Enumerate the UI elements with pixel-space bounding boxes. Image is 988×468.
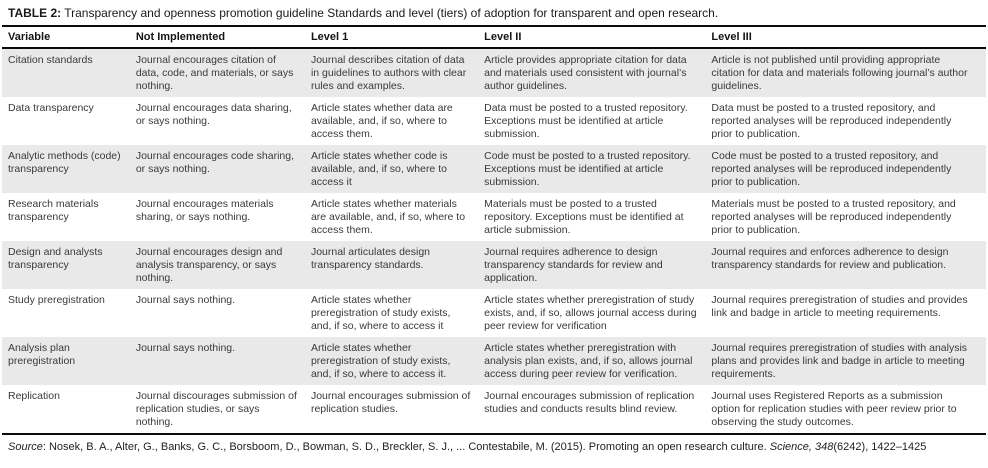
table-cell: Journal uses Registered Reports as a submission option for replication studies with peer review prior to observing the study outcomes. bbox=[711, 390, 957, 428]
table-cell: Journal requires and enforces adherence to design transparency standards for review and publication. bbox=[711, 246, 949, 271]
table-cell: Journal discourages submission of replication studies, or says nothing. bbox=[135, 390, 297, 428]
table-cell: Materials must be posted to a trusted repository. Exceptions must be identified at article submission. bbox=[484, 198, 684, 236]
variable-cell: Replication bbox=[8, 390, 60, 402]
table-header-row bbox=[2, 27, 986, 48]
table-cell: Journal requires adherence to design transparency standards for review and application. bbox=[484, 246, 663, 284]
table-number-label: TABLE 2: bbox=[8, 6, 62, 20]
table-row bbox=[2, 241, 986, 289]
source-citation-part1: : Nosek, B. A., Alter, G., Banks, G. C., Borsboom, D., Bowman, S. D., Breckler, S. J., ... Contestabile, M. (2015). Promoting an open research culture. bbox=[42, 441, 770, 453]
table-row bbox=[2, 145, 986, 193]
table-row bbox=[2, 97, 986, 145]
table-row bbox=[2, 193, 986, 241]
table-cell: Article states whether preregistration of study exists, and, if so, where to access it. bbox=[310, 342, 451, 380]
source-journal-name: Science, 348 bbox=[769, 441, 834, 453]
table-cell: Code must be posted to a trusted repository. Exceptions must be identified at article submission. bbox=[484, 150, 691, 188]
table-cell: Journal says nothing. bbox=[135, 294, 236, 306]
column-header: Level III bbox=[711, 27, 986, 48]
variable-cell: Research materials transparency bbox=[8, 198, 99, 223]
table-cell: Journal requires preregistration of studies with analysis plans and provides link and badge in article to meeting requirements. bbox=[711, 342, 968, 380]
table-cell: Article states whether code is available, and, if so, where to access it bbox=[310, 150, 448, 188]
table-row bbox=[2, 289, 986, 337]
table-cell: Article states whether preregistration of study exists, and, if so, where to access it bbox=[310, 294, 451, 332]
table-cell: Article provides appropriate citation for data and materials used consistent with journal’s author guidelines. bbox=[484, 54, 687, 92]
variable-cell: Analytic methods (code) transparency bbox=[8, 150, 121, 175]
variable-cell: Citation standards bbox=[8, 54, 93, 66]
table-title bbox=[2, 4, 986, 27]
table-cell: Journal describes citation of data in guidelines to authors with clear rules and examples. bbox=[310, 54, 467, 92]
source-citation-part2: (6242), 1422–1425 bbox=[833, 441, 927, 453]
table-cell: Article states whether preregistration of study exists, and, if so, allows journal access during peer review for verification bbox=[484, 294, 697, 332]
source-note bbox=[2, 435, 986, 454]
table-title-text: Transparency and openness promotion guideline Standards and level (tiers) of adoption for transparent and open research. bbox=[61, 6, 719, 20]
table-cell: Article is not published until providing appropriate citation for data and materials following journal’s author guidelines. bbox=[711, 54, 968, 92]
column-header: Level 1 bbox=[311, 27, 484, 48]
table-cell: Journal encourages code sharing, or says nothing. bbox=[135, 150, 294, 175]
table-cell: Journal encourages data sharing, or says nothing. bbox=[135, 102, 292, 127]
table-cell: Journal encourages submission of replication studies and conducts results blind review. bbox=[484, 390, 695, 415]
table-cell: Article states whether data are available, and, if so, where to access them. bbox=[310, 102, 453, 140]
table-header bbox=[2, 27, 986, 48]
variable-cell: Study preregistration bbox=[8, 294, 105, 306]
variable-cell: Data transparency bbox=[8, 102, 94, 114]
column-header: Level II bbox=[484, 27, 711, 48]
variable-cell: Analysis plan preregistration bbox=[8, 342, 76, 367]
table-cell: Article states whether materials are available, and, if so, where to access them. bbox=[310, 198, 466, 236]
table-cell: Code must be posted to a trusted repository, and reported analyses will be reproduced independently prior to publication. bbox=[711, 150, 952, 188]
table-cell: Journal articulates design transparency standards. bbox=[310, 246, 431, 271]
variable-cell: Design and analysts transparency bbox=[8, 246, 103, 271]
table-cell: Materials must be posted to a trusted repository, and reported analyses will be reproduced independently prior to publication. bbox=[711, 198, 956, 236]
table-row bbox=[2, 337, 986, 385]
table-cell: Journal says nothing. bbox=[135, 342, 236, 354]
transparency-standards-table bbox=[2, 27, 986, 435]
table-row bbox=[2, 385, 986, 434]
table-cell: Data must be posted to a trusted repository. Exceptions must be identified at article submission. bbox=[484, 102, 688, 140]
column-header: Variable bbox=[2, 27, 136, 48]
table-body bbox=[2, 48, 986, 434]
table-cell: Journal encourages materials sharing, or says nothing. bbox=[135, 198, 274, 223]
table-cell: Article states whether preregistration with analysis plan exists, and, if so, allows journal access during peer review for verification. bbox=[484, 342, 693, 380]
column-header: Not Implemented bbox=[136, 27, 311, 48]
table-cell: Data must be posted to a trusted repository, and reported analyses will be reproduced independently prior to publication. bbox=[711, 102, 952, 140]
table-cell: Journal encourages submission of replication studies. bbox=[310, 390, 471, 415]
table-cell: Journal requires preregistration of studies and provides link and badge in article to meeting requirements. bbox=[711, 294, 968, 319]
table-cell: Journal encourages citation of data, code, and materials, or says nothing. bbox=[135, 54, 294, 92]
table-cell: Journal encourages design and analysis transparency, or says nothing. bbox=[135, 246, 283, 284]
source-label: Source bbox=[8, 441, 43, 453]
table-row bbox=[2, 48, 986, 97]
